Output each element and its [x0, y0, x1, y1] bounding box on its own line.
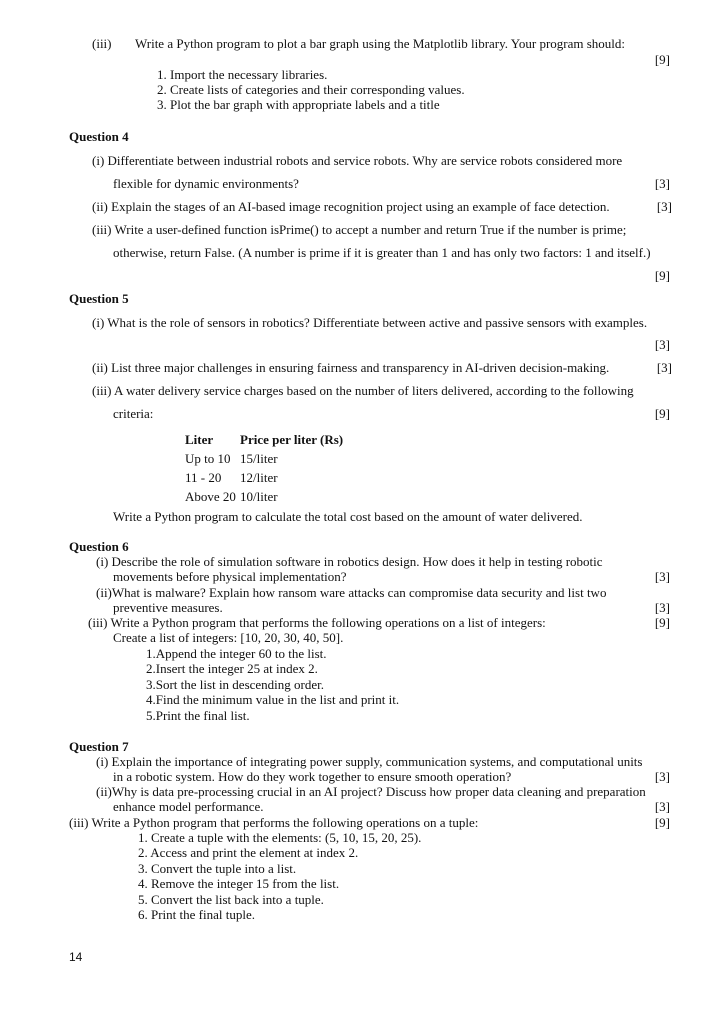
q7-i-line2: in a robotic system. How do they work together to ensure smooth operation?: [113, 769, 512, 784]
q5-iii-closing: Write a Python program to calculate the total cost based on the amount of water delivered.: [113, 509, 583, 524]
price-table-cell: 11 - 20: [185, 470, 222, 485]
question-4-heading: Question 4: [69, 129, 129, 144]
page-number: 14: [69, 950, 83, 964]
q4-i-line2: flexible for dynamic environments?: [113, 176, 299, 191]
q6-ii-line1: (ii)What is malware? Explain how ransom ware attacks can compromise data security and list two: [96, 585, 607, 600]
q6-ii-line2: preventive measures.: [113, 600, 223, 615]
q5-ii-line1: (ii) List three major challenges in ensuring fairness and transparency in AI-driven decision-making.: [92, 360, 610, 375]
price-table-cell: Above 20: [185, 489, 236, 504]
question-7-heading: Question 7: [69, 739, 129, 754]
question-6-heading: Question 6: [69, 539, 129, 554]
q6-step-1: 1.Append the integer 60 to the list.: [146, 646, 327, 661]
q7-step-5: 5. Convert the list back into a tuple.: [138, 892, 324, 907]
q6-i-marks: [3]: [654, 569, 670, 584]
q7-ii-line1: (ii)Why is data pre-processing crucial in an AI project? Discuss how proper data cleaning and preparation: [96, 784, 646, 799]
q3-iii-text: Write a Python program to plot a bar graph using the Matplotlib library. Your program should:: [135, 36, 626, 51]
price-table-cell: Up to 10: [185, 451, 231, 466]
q6-ii-marks: [3]: [654, 600, 670, 615]
q3-step-3: 3. Plot the bar graph with appropriate labels and a title: [157, 97, 440, 112]
price-table-cell: 15/liter: [240, 451, 278, 466]
q6-i-line2: movements before physical implementation?: [113, 569, 347, 584]
q3-iii-number: (iii): [92, 36, 112, 51]
q5-iii-marks: [9]: [654, 406, 670, 421]
q4-iii-line1: (iii) Write a user-defined function isPrime() to accept a number and return True if the number is prime;: [92, 222, 627, 237]
q4-i-line1: (i) Differentiate between industrial robots and service robots. Why are service robots considered more: [92, 153, 623, 168]
q3-step-2: 2. Create lists of categories and their corresponding values.: [157, 82, 465, 97]
q7-step-1: 1. Create a tuple with the elements: (5, 10, 15, 20, 25).: [138, 830, 422, 845]
q6-step-5: 5.Print the final list.: [146, 708, 250, 723]
q7-ii-line2: enhance model performance.: [113, 799, 264, 814]
q6-iii-line2: Create a list of integers: [10, 20, 30, 40, 50].: [113, 630, 344, 645]
q7-i-line1: (i) Explain the importance of integrating power supply, communication systems, and computational units: [96, 754, 643, 769]
q4-i-marks: [3]: [654, 176, 670, 191]
q4-ii-line1: (ii) Explain the stages of an AI-based image recognition project using an example of face detection.: [92, 199, 610, 214]
question-5-heading: Question 5: [69, 291, 129, 306]
price-table-cell: 10/liter: [240, 489, 278, 504]
q6-step-3: 3.Sort the list in descending order.: [146, 677, 325, 692]
q3-iii-marks: [9]: [654, 52, 670, 67]
q5-i-line1: (i) What is the role of sensors in robotics? Differentiate between active and passive sensors with examples.: [92, 315, 648, 330]
q7-iii-marks: [9]: [654, 815, 670, 830]
q7-ii-marks: [3]: [654, 799, 670, 814]
q5-iii-line2: criteria:: [113, 406, 154, 421]
q7-step-6: 6. Print the final tuple.: [138, 907, 255, 922]
q4-iii-line2: otherwise, return False. (A number is prime if it is greater than 1 and has only two factors: 1 and itself.): [113, 245, 651, 260]
q6-step-2: 2.Insert the integer 25 at index 2.: [146, 661, 318, 676]
q6-i-line1: (i) Describe the role of simulation software in robotics design. How does it help in testing robotic: [96, 554, 603, 569]
price-table-cell: 12/liter: [240, 470, 278, 485]
price-table-header-liter: Liter: [185, 432, 214, 447]
q3-step-1: 1. Import the necessary libraries.: [157, 67, 328, 82]
q6-iii-line1: (iii) Write a Python program that performs the following operations on a list of integers:: [88, 615, 546, 630]
q5-i-marks: [3]: [654, 337, 670, 352]
q7-i-marks: [3]: [654, 769, 670, 784]
q4-iii-marks: [9]: [654, 268, 670, 283]
q5-ii-marks: [3]: [656, 360, 672, 375]
q7-iii-line1: (iii) Write a Python program that performs the following operations on a tuple:: [69, 815, 479, 830]
q4-ii-marks: [3]: [656, 199, 672, 214]
q6-iii-marks: [9]: [654, 615, 670, 630]
price-table-header-price: Price per liter (Rs): [240, 432, 344, 447]
q7-step-4: 4. Remove the integer 15 from the list.: [138, 876, 340, 891]
q7-step-2: 2. Access and print the element at index 2.: [138, 845, 359, 860]
q6-step-4: 4.Find the minimum value in the list and print it.: [146, 692, 400, 707]
q7-step-3: 3. Convert the tuple into a list.: [138, 861, 297, 876]
q5-iii-line1: (iii) A water delivery service charges based on the number of liters delivered, according to the following: [92, 383, 634, 398]
